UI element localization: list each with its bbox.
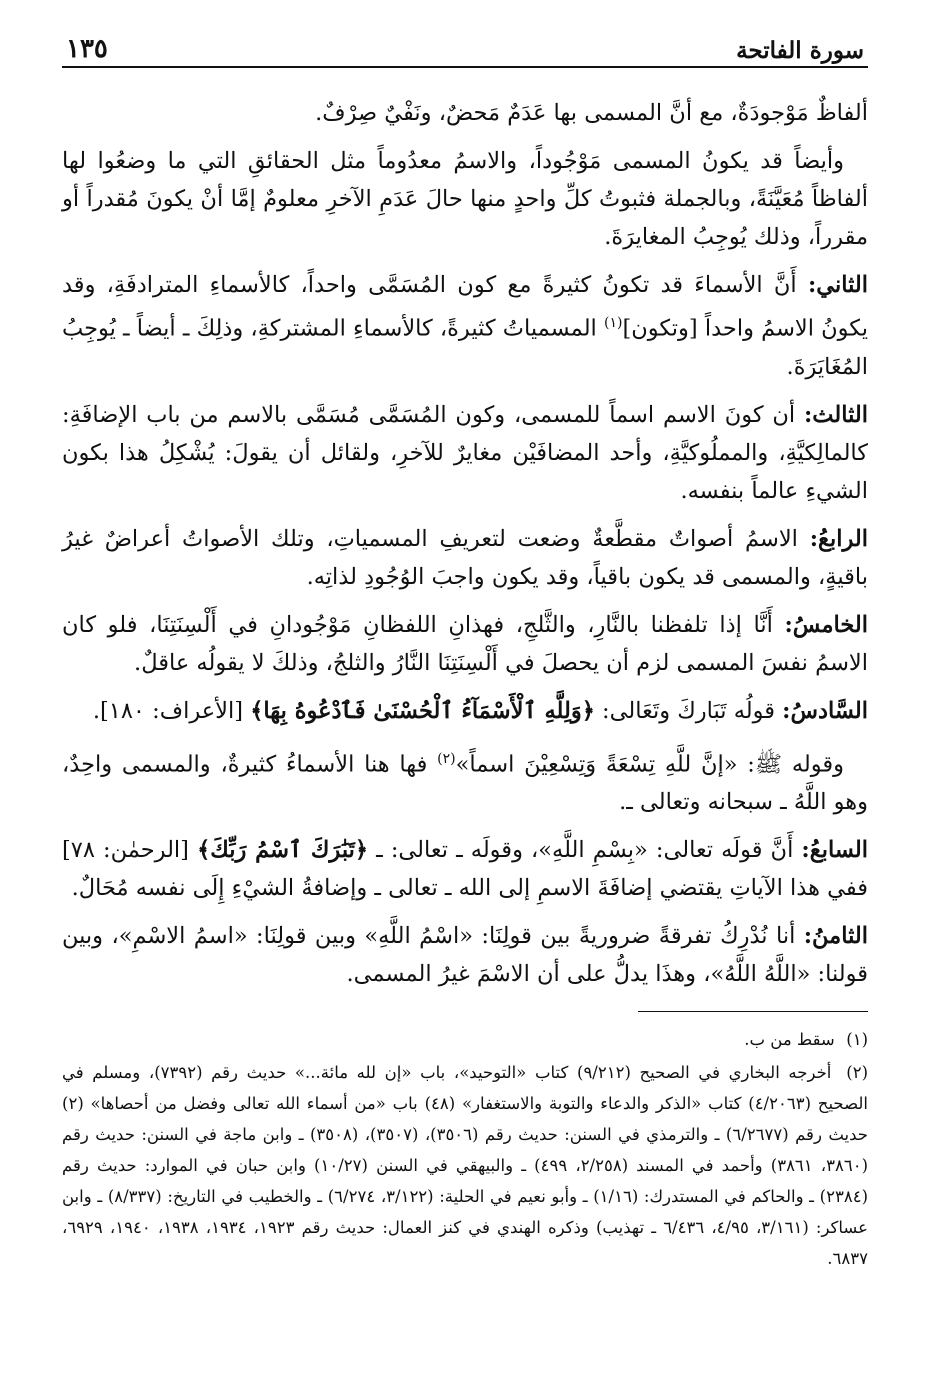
point-label: الثاني: xyxy=(807,272,869,298)
running-header xyxy=(62,26,868,68)
paragraph-text-cont: المسمياتُ كثيرةً، كالأسماءِ المشتركةِ، وذلِكَ ـ أيضاً ـ يُوجِبُ المُغَايَرَةَ. xyxy=(62,315,868,380)
footnote-number: (٢) xyxy=(846,1063,868,1082)
paragraph-text: وأيضاً قد يكونُ المسمى مَوْجُوداً، والاسمُ معدُوماً مثل الحقائقِ التي ما وضعُوا لها ألفاظاً مُعَيَّنَةً، وبالجملة فثبوتُ كلِّ واحدٍ منها حالَ عَدَمِ الآخرِ معلومٌ إمَّا أنْ يكونَ مُقدراً أو مقرراً، وذلك يُوجِبُ المغايرَةَ. xyxy=(62,148,868,250)
paragraph-text: ألفاظٌ مَوْجودَةٌ، مع أنَّ المسمى بها عَدَمٌ مَحضٌ، ونَفْيٌ صِرْفٌ. xyxy=(315,100,868,126)
footnote-text: سقط من ب. xyxy=(744,1030,835,1049)
quran-verse: ﴿تَبَٰرَكَ ٱسْمُ رَبِّكَ﴾ xyxy=(197,837,369,863)
paragraph-seventh xyxy=(62,831,868,907)
footnote-text: أخرجه البخاري في الصحيح (٩/٢١٢) كتاب «التوحيد»، باب «إن لله مائة...» حديث رقم (٧٣٩٢)، ومسلم في الصحيح (٤/٢٠٦٣) كتاب «الذكر والدعاء والتوبة والاستغفار» (٤٨) باب «من أسماء الله تعالى وفضل من أحصاها» (٢) حديث رقم (٦/٢٦٧٧) ـ والترمذي في السنن: حديث رقم (٣٥٠٦)، (٣٥٠٧)، (٣٥٠٨) ـ وابن ماجة في السنن: حديث رقم (٣٨٦٠، ٣٨٦١) وأحمد في المسند (٢/٢٥٨، ٤٩٩) ـ والبيهقي في السنن (١٠/٢٧) وابن حبان في الموارد: حديث رقم (٢٣٨٤) ـ والحاكم في المستدرك: (١/١٦) ـ وأبو نعيم في الحلية: (٣/١٢٢، ٦/٢٧٤) ـ والخطيب في التاريخ: (٨/٣٣٧) ـ وابن عساكر: (٣/١٦١، ٤/٩٥، ٦/٤٣٦ ـ تهذيب) وذكره الهندي في كنز العمال: حديث رقم ١٩٢٣، ١٩٣٤، ١٩٣٨، ١٩٤٠، ٦٩٢٩، ٦٨٣٧. xyxy=(62,1063,869,1268)
paragraph-text: أن كونَ الاسم اسماً للمسمى، وكون المُسَمَّى مُسَمَّى بالاسم من باب الإضافَةِ: كالمالِكيَّةِ، والمملُوكيَّةِ، وأحد المضافَيْن مغايرٌ للآخرِ، ولقائل أن يقولَ: يُشْكِلُ هذا بكون الشيءِ عالماً بنفسه. xyxy=(62,401,868,504)
paragraph-text: أَنَّ الأسماءَ قد تكونُ كثيرةً مع كون المُسَمَّى واحداً، كالأسماءِ المترادفَةِ، وقد يكونُ الاسمُ واحداً [وتكون] xyxy=(62,272,868,342)
verse-citation: [الأعراف: ١٨٠]. xyxy=(92,697,251,724)
book-page xyxy=(62,26,868,1353)
footnote-divider xyxy=(638,1011,868,1012)
main-text xyxy=(62,94,868,993)
point-label: الرابعُ: xyxy=(809,525,869,552)
paragraph-text: وقوله ﷺ: «إنَّ للَّهِ تِسْعَةً وَتِسْعِيْنَ اسماً» xyxy=(455,751,844,777)
paragraph-third xyxy=(62,396,868,510)
paragraph-text-cont: [الرحمٰن: ٧٨] ففي هذا الآياتِ يقتضي إضافَةَ الاسمِ إلى الله ـ تعالى ـ وإضافةُ الشيْءِ إِلَى نفسه مُحَالٌ. xyxy=(62,837,868,901)
point-label: الثامنُ: xyxy=(803,923,868,949)
paragraph-text: أَنَّا إذا تلفظنا بالنَّارِ، والثَّلجِ، فهذانِ اللفظانِ مَوْجُودانِ في أَلْسِنَتِنَا، فلو كان الاسمُ نفسَ المسمى لزم أن يحصلَ في أَلْسِنَتِنَا النَّارُ والثلجُ، وذلكَ لا يقولُه عاقلٌ. xyxy=(62,611,868,676)
page-number: ١٣٥ xyxy=(66,34,108,64)
paragraph-fifth xyxy=(62,606,868,682)
paragraph-sixth xyxy=(62,692,868,730)
point-label: الخامسُ: xyxy=(784,611,868,638)
surah-title: سورة الفاتحة xyxy=(736,37,864,64)
paragraph-hadith xyxy=(62,740,868,822)
footnotes xyxy=(62,1024,868,1274)
paragraph-text: الاسمُ أصواتٌ مقطَّعةٌ وضعت لتعريفِ المسمياتِ، وتلك الأصواتُ أعراضٌ غيرُ باقيةٍ، والمسمى قد يكون باقياً، وقد يكون واجبَ الوُجُودِ لذاتِه. xyxy=(62,525,868,590)
footnote-1 xyxy=(62,1024,868,1055)
paragraph-eighth xyxy=(62,917,868,993)
point-label: السَّادسُ: xyxy=(782,697,868,724)
point-label: الثالث: xyxy=(803,401,868,428)
footnote-number: (١) xyxy=(846,1030,868,1049)
footnote-ref[interactable]: (٢) xyxy=(437,750,456,767)
footnote-2 xyxy=(62,1057,868,1274)
paragraph-also xyxy=(62,142,868,256)
footnote-ref[interactable]: (١) xyxy=(603,315,623,331)
paragraph-text: أنا نُدْرِكُ تفرقةً ضروريةً بين قولِنَا: «اسْمُ اللَّهِ» وبين قولِنَا: «اسمُ الاسْمِ»، وبين قولنا: «اللَّهُ اللَّهُ»، وهذَا يدلُّ على أن الاسْمَ غيرُ المسمى. xyxy=(62,923,868,987)
paragraph-text: أَنَّ قولَه تعالى: «بِسْمِ اللَّهِ»، وقولَه ـ تعالى: ـ xyxy=(368,837,794,863)
paragraph-text-cont: فها هنا الأسماءُ كثيرةٌ، والمسمى واحِدٌ، وهو اللَّهُ ـ سبحانه وتعالى ـ. xyxy=(62,751,868,815)
paragraph-second xyxy=(62,266,868,386)
point-label: السابعُ: xyxy=(801,837,868,863)
paragraph-fourth xyxy=(62,520,868,596)
paragraph-text: قولُه تَبَاركَ وتَعَالى: xyxy=(594,697,776,724)
paragraph-intro xyxy=(62,94,868,132)
quran-verse: ﴿وَلِلَّهِ ٱلْأَسْمَآءُ ٱلْحُسْنَىٰ فَٱدْعُوهُ بِهَا﴾ xyxy=(250,697,595,724)
